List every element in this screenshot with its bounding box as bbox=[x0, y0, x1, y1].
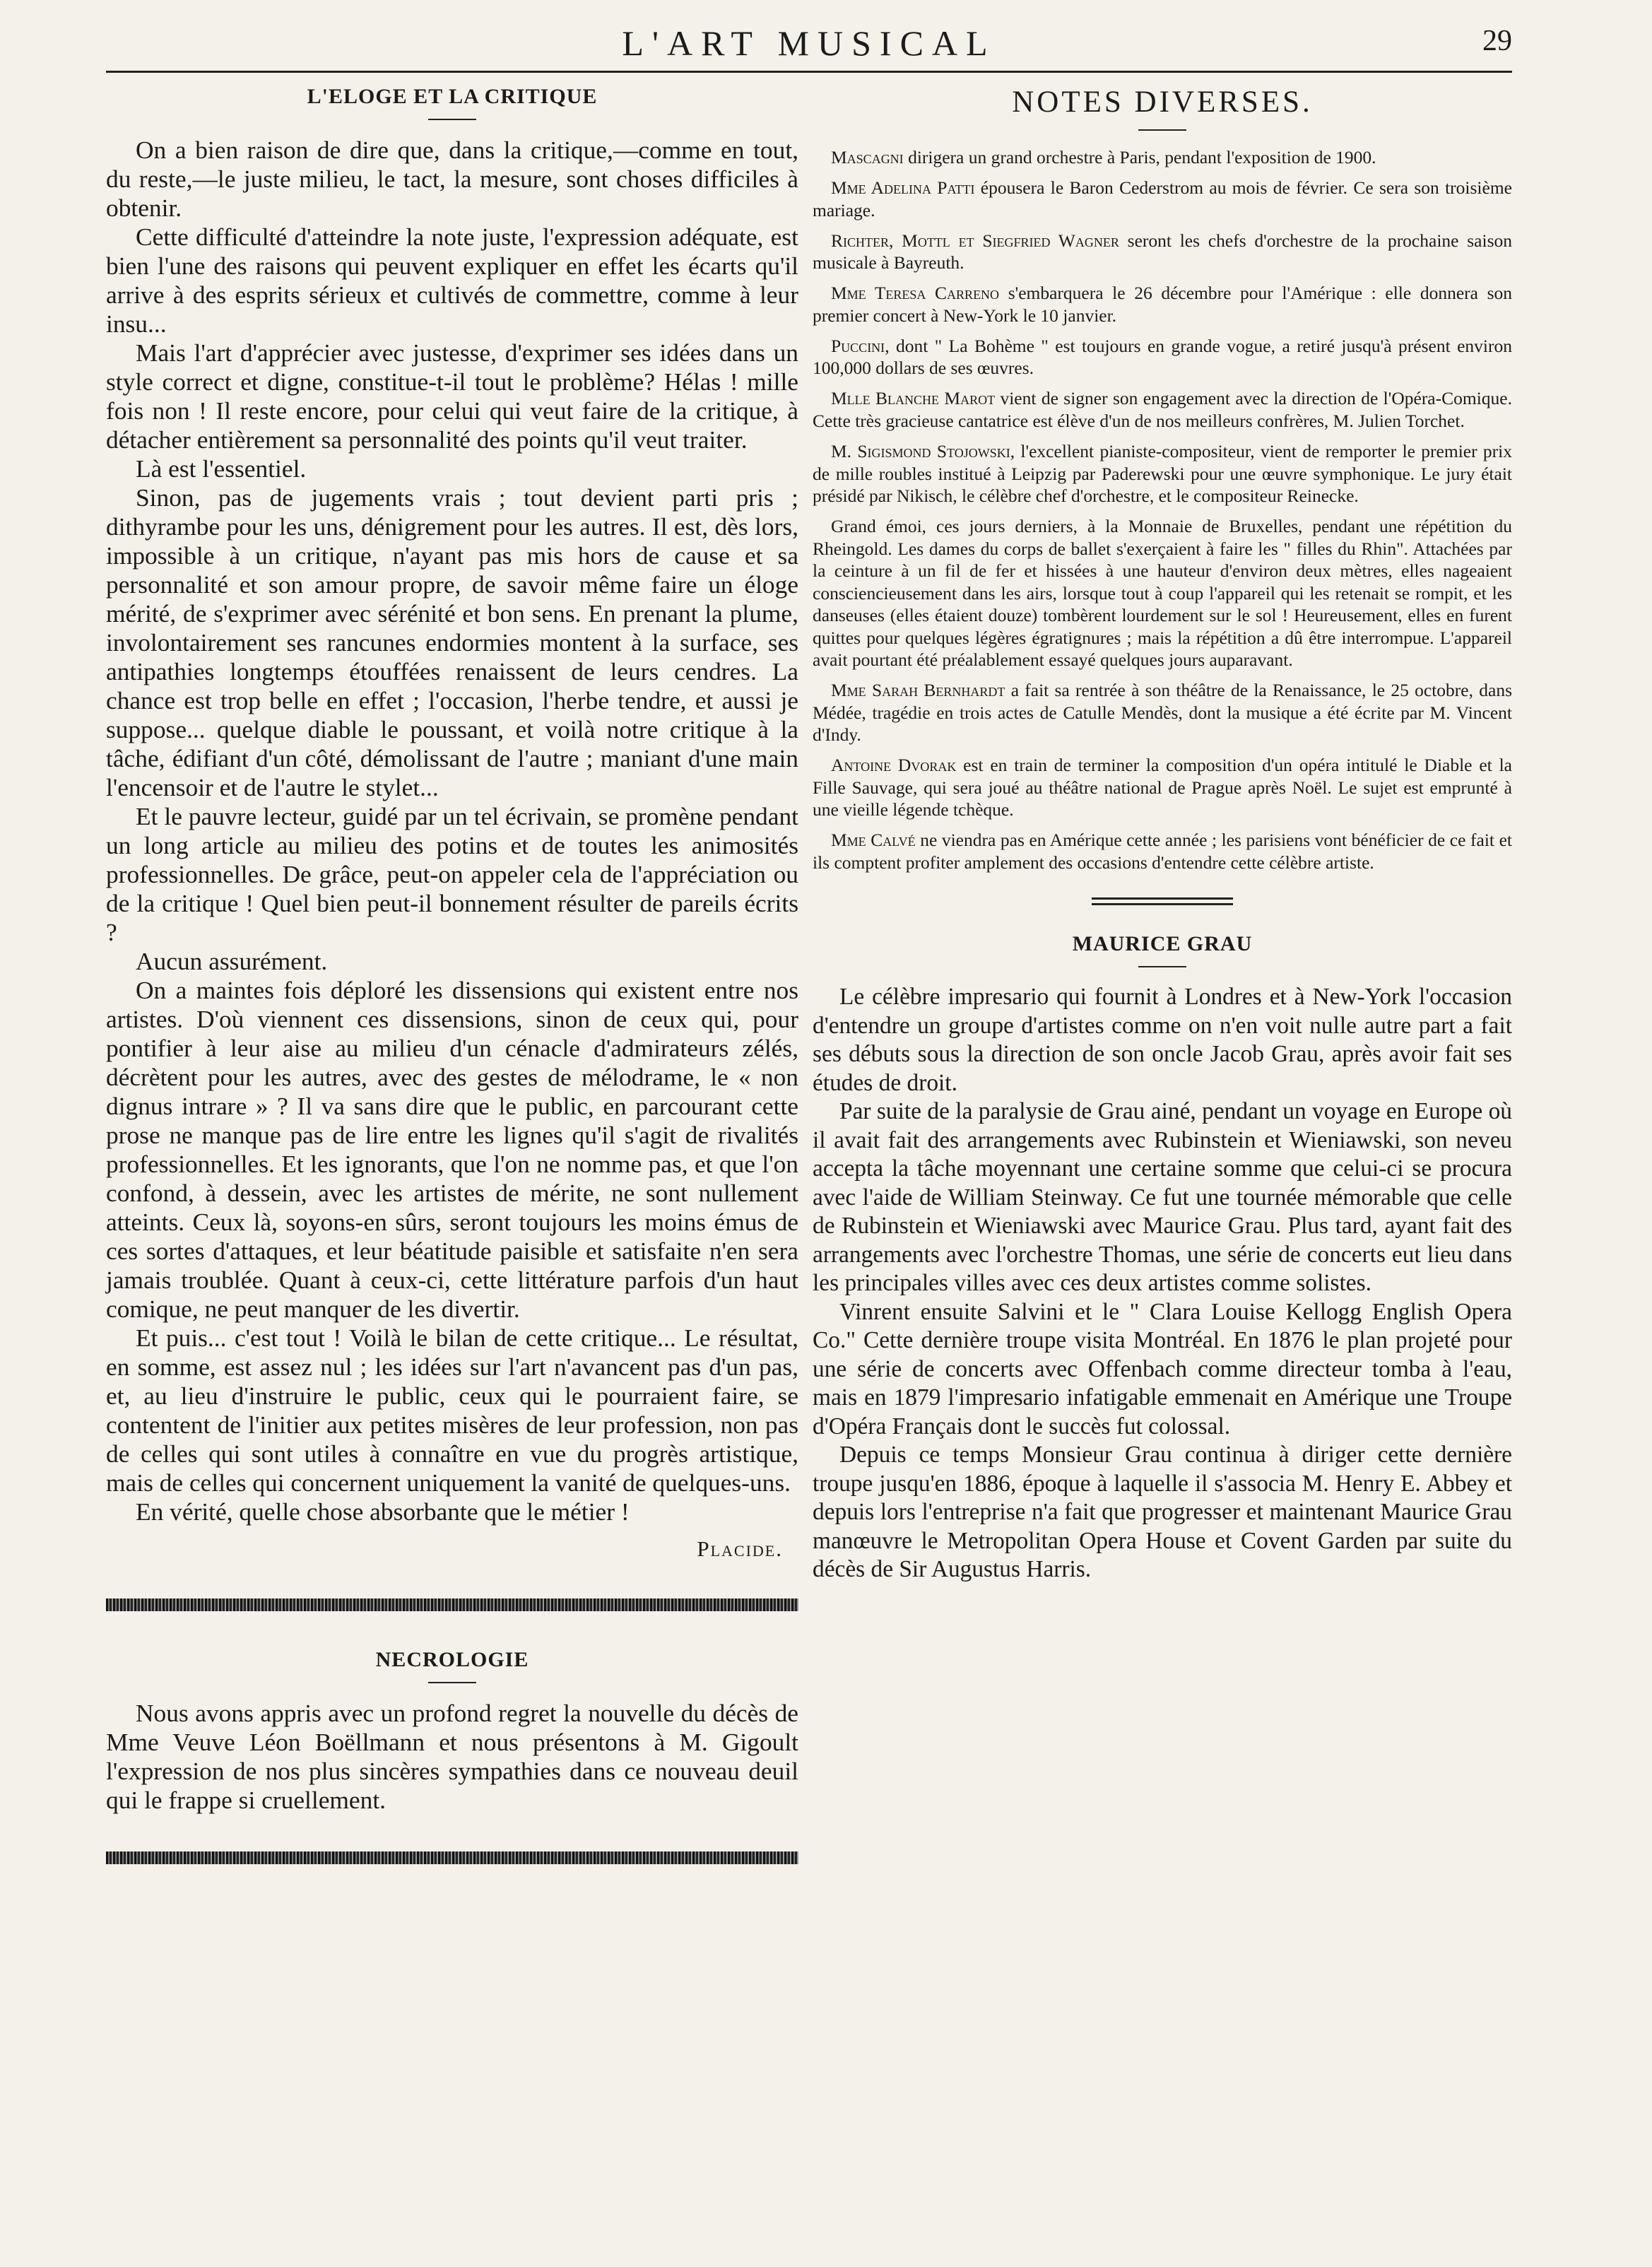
note-text: vient de signer son engagement avec la direction de l'Opéra-Comique. Cette très gracieuse cantatrice est élève d'un de nos meilleurs confrères, M. Julien Torchet. bbox=[813, 388, 1512, 431]
grau-paragraph: Par suite de la paralysie de Grau ainé, pendant un voyage en Europe où il avait fait des arrangements avec Rubinstein et Wieniawski, son neveu accepta la tâche moyennant une certaine somme que celui-ci se procura avec l'aide de William Steinway. Ce fut une tournée mémorable que celle de Rubinstein et Wieniawski avec Maurice Grau. Plus tard, ayant fait des arrangements avec l'orchestre Thomas, une série de concerts eut lieu dans les principales villes avec ces deux artistes comme solistes. bbox=[813, 1098, 1512, 1297]
note-item bbox=[813, 177, 1512, 221]
note-text: seront les chefs d'orchestre de la prochaine saison musicale à Bayreuth. bbox=[813, 230, 1512, 273]
note-lead: Mme Adelina Patti bbox=[831, 177, 975, 199]
eloge-paragraph: Mais l'art d'apprécier avec justesse, d'exprimer ses idées dans un style correct et digne, constitue-t-il tout le problème? Hélas ! mille fois non ! Il reste encore, pour celui qui veut faire de la critique, à détacher entièrement sa personnalité des points qu'il veut traiter. bbox=[106, 338, 798, 454]
note-lead: Mascagni bbox=[831, 147, 904, 167]
note-text: dirigera un grand orchestre à Paris, pendant l'exposition de 1900. bbox=[903, 147, 1376, 167]
page-header bbox=[106, 23, 1512, 65]
note-text: Grand émoi, ces jours derniers, à la Monnaie de Bruxelles, pendant une répétition du Rheingold. Les dames du corps de ballet s'exerçaient à faire les " filles du Rhin". Attachées par la ceinture à un fil de fer et hissées à une hauteur d'environ deux mètres, elles nageaient consciencieusement dans les airs, lorsque tout à coup l'appareil qui les retenait se rompit, et les danseuses (elles étaient douze) tombèrent lourdement sur le sol ! Heureusement, elles en furent quittes pour quelques légères égratignures ; mais la répétition a dû être interrompue. L'appareil avait pourtant été préalablement essayé quelques jours auparavant. bbox=[813, 516, 1512, 671]
eloge-paragraph: Cette difficulté d'atteindre la note juste, l'expression adéquate, est bien l'une des raisons qui peuvent expliquer en effet les écarts qu'il arrive à des esprits sérieux et cultivés de commettre, comme à leur insu... bbox=[106, 223, 798, 338]
note-text: , dont " La Bohème " est toujours en grande vogue, a retiré jusqu'à présent environ 100,000 dollars de ses œuvres. bbox=[813, 335, 1512, 379]
note-item bbox=[813, 335, 1512, 379]
note-item bbox=[813, 146, 1512, 169]
notes-list bbox=[813, 146, 1512, 873]
section-divider bbox=[106, 1851, 798, 1864]
necrologie-title: NECROLOGIE bbox=[375, 1648, 529, 1671]
journal-title: L'ART MUSICAL bbox=[622, 23, 996, 63]
note-lead: Puccini bbox=[831, 335, 885, 356]
note-lead: Mlle Blanche Marot bbox=[831, 388, 996, 409]
note-lead: Mme Sarah Bernhardt bbox=[831, 680, 1005, 701]
note-item bbox=[813, 754, 1512, 821]
eloge-paragraph: En vérité, quelle chose absorbante que le métier ! bbox=[136, 1497, 630, 1526]
note-lead: Richter, Mottl et Siegfried Wagner bbox=[831, 230, 1119, 251]
eloge-paragraph: Sinon, pas de jugements vrais ; tout devient parti pris ; dithyrambe pour les uns, dénigrement pour les autres. Il est, dès lors, impossible à un critique, n'ayant pas mis hors de cause et sa personnalité et son amour propre, de savoir même faire un éloge mérité, de s'exprimer avec sérénité et bon sens. En prenant la plume, involontairement ses rancunes endormies montent à la surface, ses antipathies longtemps étouffées renaissent de leurs cendres. La chance est trop belle en effet ; l'occasion, l'herbe tendre, et aussi je suppose... quelque diable le poussant, et voilà notre critique à la tâche, édifiant d'un côté, démolissant de l'autre ; maniant d'une main l'encensoir et de l'autre le stylet... bbox=[106, 483, 798, 801]
notes-title: NOTES DIVERSES. bbox=[1012, 86, 1313, 119]
left-column bbox=[106, 85, 798, 1901]
eloge-paragraph: Là est l'essentiel. bbox=[136, 454, 307, 483]
eloge-paragraph: On a bien raison de dire que, dans la critique,—comme en tout, du reste,—le juste milieu, le tact, la mesure, sont choses difficiles à obtenir. bbox=[106, 136, 798, 222]
note-lead: M. Sigismond Stojowski bbox=[831, 441, 1010, 462]
section-divider bbox=[106, 1598, 798, 1611]
title-rule bbox=[1138, 129, 1186, 131]
necrologie-paragraph: Nous avons appris avec un profond regret la nouvelle du décès de Mme Veuve Léon Boëllmann et nous présentons à M. Gigoult l'expression de nos plus sincères sympathies dans ce nouveau deuil qui le frappe si cruellement. bbox=[106, 1699, 798, 1814]
page-number: 29 bbox=[1482, 25, 1512, 57]
grau-paragraph: Vinrent ensuite Salvini et le " Clara Louise Kellogg English Opera Co." Cette dernière troupe visita Montréal. En 1876 le plan projeté pour une série de concerts avec Offenbach comme directeur tomba à l'eau, mais en 1879 l'impresario infatigable emmenait en Amérique une Troupe d'Opéra Français dont le succès fut colossal. bbox=[813, 1298, 1512, 1439]
header-rule bbox=[106, 71, 1512, 73]
eloge-article bbox=[106, 136, 798, 1526]
eloge-title: L'ELOGE ET LA CRITIQUE bbox=[307, 85, 598, 108]
grau-paragraph: Depuis ce temps Monsieur Grau continua à diriger cette dernière troupe jusqu'en 1886, époque à laquelle il s'associa M. Henry E. Abbey et depuis lors l'entreprise n'a fait que progresser et maintenant Maurice Grau manœuvre le Metropolitan Opera House et Covent Garden par suite du décès de Sir Augustus Harris. bbox=[813, 1442, 1512, 1583]
note-text: est en train de terminer la composition d'un opéra intitulé le Diable et la Fille Sauvage, qui sera joué au théâtre national de Prague après Noël. Le sujet est emprunté à une vieille légende tchèque. bbox=[813, 755, 1512, 820]
grau-article bbox=[813, 983, 1512, 1584]
note-lead: Mme Calvé bbox=[831, 830, 916, 851]
eloge-paragraph: Et le pauvre lecteur, guidé par un tel écrivain, se promène pendant un long article au milieu des potins et de toutes les animosités professionnelles. De grâce, peut-on appeler cela de l'appréciation ou de la critique ! Quel bien peut-il bonnement résulter de pareils écrits ? bbox=[106, 802, 798, 946]
right-column bbox=[813, 85, 1512, 1584]
note-lead: Antoine Dvorak bbox=[831, 755, 957, 776]
note-item bbox=[813, 515, 1512, 671]
note-item bbox=[813, 387, 1512, 432]
note-lead: Mme Teresa Carreno bbox=[831, 283, 1000, 304]
section-divider bbox=[1092, 897, 1233, 905]
note-item bbox=[813, 230, 1512, 274]
eloge-paragraph: Et puis... c'est tout ! Voilà le bilan de cette critique... Le résultat, en somme, est assez nul ; les idées sur l'art n'avancent pas d'un pas, et, au lieu d'instruire le public, ceux qui le pourraient faire, se contentent de l'initier aux petites misères de leur profession, non pas de celles qui sont utiles à connaître en vue du progrès artistique, mais de celles qui concernent uniquement la vanité de quelques-uns. bbox=[106, 1324, 798, 1497]
eloge-paragraph: Aucun assurément. bbox=[136, 947, 328, 975]
note-item bbox=[813, 282, 1512, 326]
grau-title: MAURICE GRAU bbox=[1072, 932, 1253, 956]
note-text: ne viendra pas en Amérique cette année ; les parisiens vont bénéficier de ce fait et ils comptent profiter amplement des occasions d'entendre cette célèbre artiste. bbox=[813, 830, 1512, 873]
note-item bbox=[813, 440, 1512, 507]
title-rule bbox=[428, 1682, 476, 1683]
note-text: épousera le Baron Cederstrom au mois de février. Ce sera son troisième mariage. bbox=[813, 177, 1512, 220]
note-item bbox=[813, 829, 1512, 873]
title-rule bbox=[1138, 966, 1186, 967]
signature: Placide. bbox=[697, 1536, 783, 1561]
grau-paragraph: Le célèbre impresario qui fournit à Londres et à New-York l'occasion d'entendre un groupe d'artistes comme on n'en voit nulle autre part a fait ses débuts sous la direction de son oncle Jacob Grau, après avoir fait ses études de droit. bbox=[813, 984, 1512, 1096]
title-rule bbox=[428, 119, 476, 120]
note-text: , l'excellent pianiste-compositeur, vient de remporter le premier prix de mille roubles institué à Leipzig par Paderewski pour une œuvre symphonique. Le jury était présidé par Nikisch, le célèbre chef d'orchestre, et le compositeur Reinecke. bbox=[813, 441, 1512, 507]
note-text: s'embarquera le 26 décembre pour l'Amérique : elle donnera son premier concert à New-York le 10 janvier. bbox=[813, 283, 1512, 326]
note-text: a fait sa rentrée à son théâtre de la Renaissance, le 25 octobre, dans Médée, tragédie en trois actes de Catulle Mendès, dont la musique a été écrite par M. Vincent d'Indy. bbox=[813, 680, 1513, 746]
note-item bbox=[813, 679, 1512, 746]
eloge-paragraph: On a maintes fois déploré les dissensions qui existent entre nos artistes. D'où viennent ces dissensions, sinon de ceux qui, pour pontifier à leur aise au milieu d'un cénacle d'admirateurs zélés, décrètent pour les autres, avec des gestes de mélodrame, le « non dignus intrare » ? Il va sans dire que le public, en parcourant cette prose ne manque pas de lire entre les lignes qu'il s'agit de rivalités professionnelles. Et les ignorants, que l'on ne nomme pas, et que l'on confond, à dessein, avec les artistes de mérite, ne sont nullement atteints. Ceux là, soyons-en sûrs, seront toujours les moins émus de ces sortes d'attaques, et leur béatitude paisible et satisfaite n'en sera jamais troublée. Quant à ceux-ci, cette littérature parfois d'un haut comique, ne peut manquer de les divertir. bbox=[106, 976, 798, 1323]
